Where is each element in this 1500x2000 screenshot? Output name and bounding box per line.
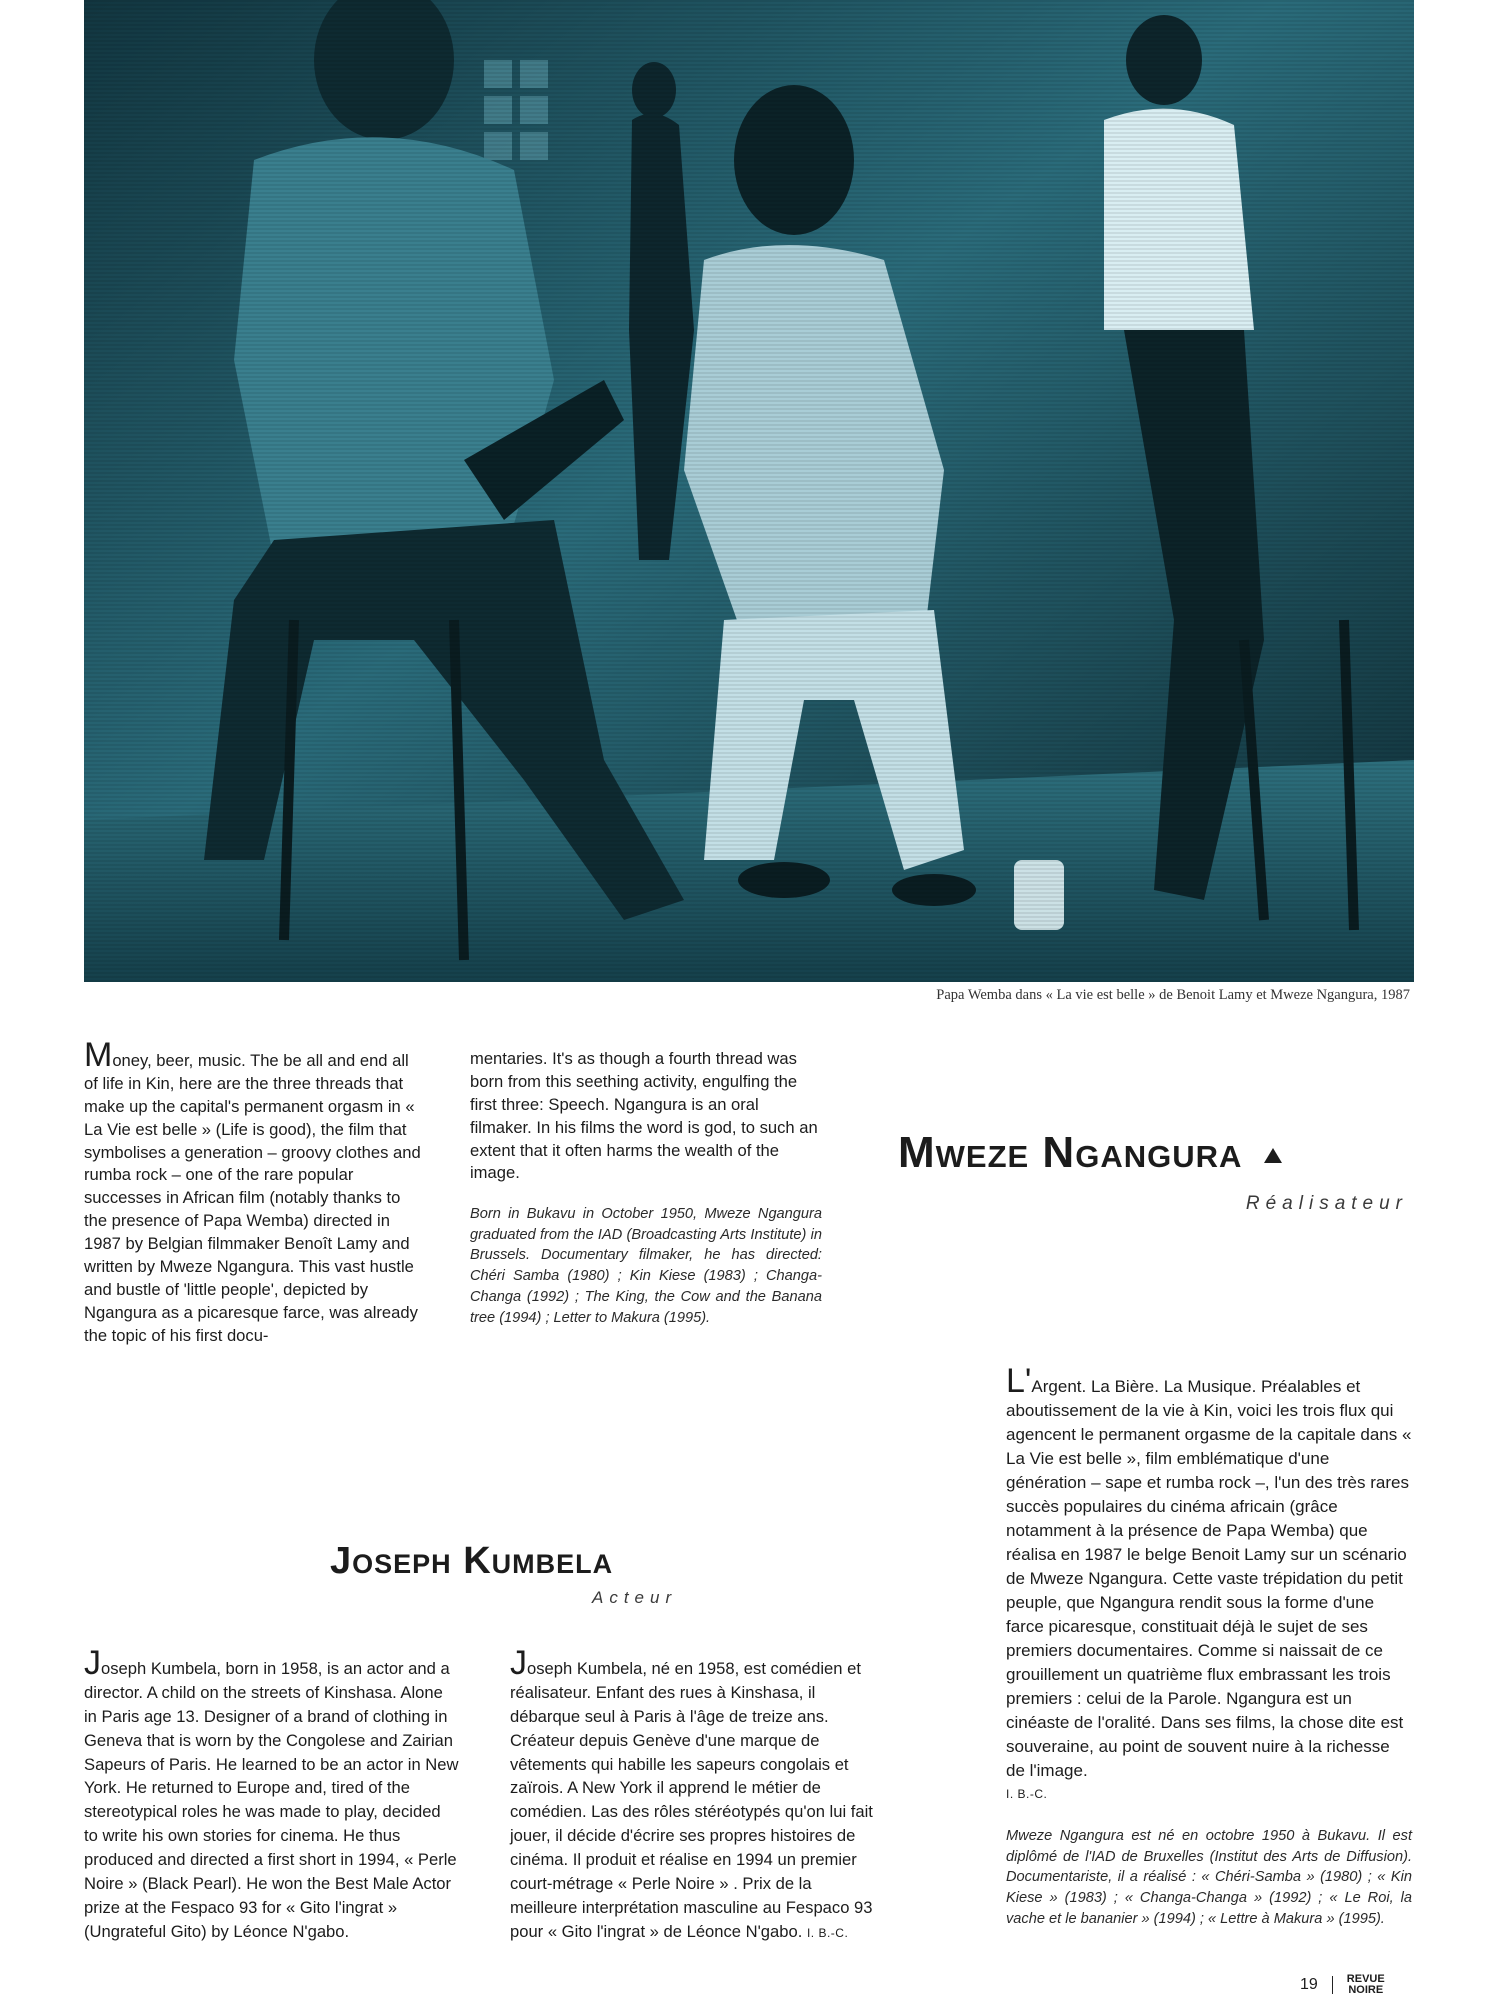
joseph-french-text: oseph Kumbela, né en 1958, est comédien et réalisateur. Enfant des rues à Kinshasa, il débarque seul à Paris à l'âge de treize ans. Créateur depuis Genève d'une marque de vêtements qui habille les sapeurs congolais et zaïrois. A New York il apprend le métier de comédien. Las des rôles stéréotypés qu'on lui fait jouer, il décide d'écrire ses propres histoires de cinéma. Il produit et réalise en 1994 un premier court-métrage « Perle Noire » . Prix de la meilleure interprétation masculine au Fespaco 93 pour « Gito l'ingrat » de Léonce N'gabo. (510, 1659, 873, 1941)
joseph-french-paragraph (510, 1644, 882, 1944)
joseph-french-column (510, 1644, 882, 1944)
dropcap: J (510, 1644, 527, 1682)
english-intro-paragraph (84, 1036, 426, 1348)
english-bio-note: Born in Bukavu in October 1950, Mweze Ngangura graduated from the IAD (Broadcasting Arts Institute) in Brussels. Documentary filmaker, he has directed: Chéri Samba (1980) ; Kin Kiese (1983) ; Changa-Changa (1992) ; The King, the Cow and the Banana tree (1994) ; Letter to Makura (1995). (470, 1206, 822, 1326)
english-intro-text-2: mentaries. It's as though a fourth thread was born from this seething activity, engulfing the first three: Speech. Ngangura is an oral filmaker. In his films the word is god, to such an extent that it often harms the wealth of the image. (470, 1049, 818, 1183)
dropcap: L' (1006, 1362, 1032, 1400)
brand-line-1: REVUE (1346, 1973, 1385, 1985)
film-still-photo (84, 0, 1414, 982)
page-footer (1300, 1974, 1385, 1996)
film-still-illustration (84, 0, 1414, 982)
page-number: 19 (1300, 1976, 1318, 1994)
dropcap: J (84, 1644, 101, 1682)
signature: I. B.-C. (1006, 1787, 1048, 1802)
joseph-heading: Joseph Kumbela (330, 1540, 614, 1582)
brand-line-2: NOIRE (1348, 1984, 1384, 1996)
signature: I. B.-C. (806, 1925, 849, 1940)
mweze-french-text: Argent. La Bière. La Musique. Préalables et aboutissement de la vie à Kin, voici les trois flux qui agencent le permanent orgasme de la capitale dans « La Vie est belle », film emblématique d'une génération – sape et rumba rock –, l'un des très rares succès populaires du cinéma africain (grâce notamment à la présence de Papa Wemba) que réalisa en 1987 le belge Benoit Lamy sur un scénario de Mweze Ngangura. Cette vaste trépidation du petit peuple, que Ngangura rendit sous la forme d'une farce picaresque, constituait déjà le sujet de ses premiers documentaires. Comme si naissait de ce grouillement un quatrième flux embrassant les trois premiers : celui de la Parole. Ngangura est un cinéaste de l'oralité. Dans ses films, la chose dite est souveraine, au point de souvent nuire à la richesse de l'image. (1006, 1377, 1412, 1780)
mweze-french-column (1006, 1362, 1412, 1803)
mweze-french-bio-note: Mweze Ngangura est né en octobre 1950 à Bukavu. Il est diplômé de l'IAD de Bruxelles (Institut des Arts de Diffusion). Documentariste, il a réalisé : « Chéri-Samba » (1980) ; « Kin Kiese » (1983) ; « Changa-Changa » (1992) ; « Le Roi, la vache et le bananier » (1994) ; « Lettre à Makura » (1995). (1006, 1828, 1412, 1927)
divider (1332, 1976, 1333, 1994)
english-intro-column-1 (84, 1036, 426, 1348)
mweze-french-paragraph (1006, 1362, 1412, 1782)
english-intro-text-1: oney, beer, music. The be all and end all of life in Kin, here are the three threads that make up the capital's permanent orgasm in « La Vie est belle » (Life is good), the film that symbolises a generation – groovy clothes and rumba rock – one of the rare popular successes in African film (notably thanks to the presence of Papa Wemba) directed in 1987 by Belgian filmmaker Benoît Lamy and written by Mweze Ngangura. This vast hustle and bustle of 'little people', depicted by Ngangura as a picaresque farce, was already the topic of his first docu- (84, 1051, 421, 1345)
triangle-up-icon (1264, 1148, 1282, 1163)
mweze-name: Mweze Ngangura (898, 1128, 1243, 1177)
mweze-role: Réalisateur (1245, 1193, 1408, 1214)
joseph-english-text: oseph Kumbela, born in 1958, is an actor and a director. A child on the streets of Kinshasa. Alone in Paris age 13. Designer of a brand of clothing in Geneva that is worn by the Congolese and Zairian Sapeurs of Paris. He learned to be an actor in New York. He returned to Europe and, tired of the stereotypical roles he was made to play, decided to write his own stories for cinema. He thus produced and directed a first short in 1994, « Perle Noire » (Black Pearl). He won the Best Male Actor prize at the Fespaco 93 for « Gito l'ingrat » (Ungrateful Gito) by Léonce N'gabo. (84, 1659, 459, 1941)
joseph-english-column (84, 1644, 459, 1944)
dropcap: M (84, 1036, 113, 1074)
mweze-heading (898, 1128, 1282, 1178)
magazine-logo (1347, 1974, 1385, 1996)
english-intro-column-2 (470, 1048, 820, 1185)
joseph-role: Acteur (592, 1588, 678, 1607)
joseph-english-paragraph (84, 1644, 459, 1944)
photo-caption: Papa Wemba dans « La vie est belle » de Benoit Lamy et Mweze Ngangura, 1987 (936, 987, 1410, 1003)
